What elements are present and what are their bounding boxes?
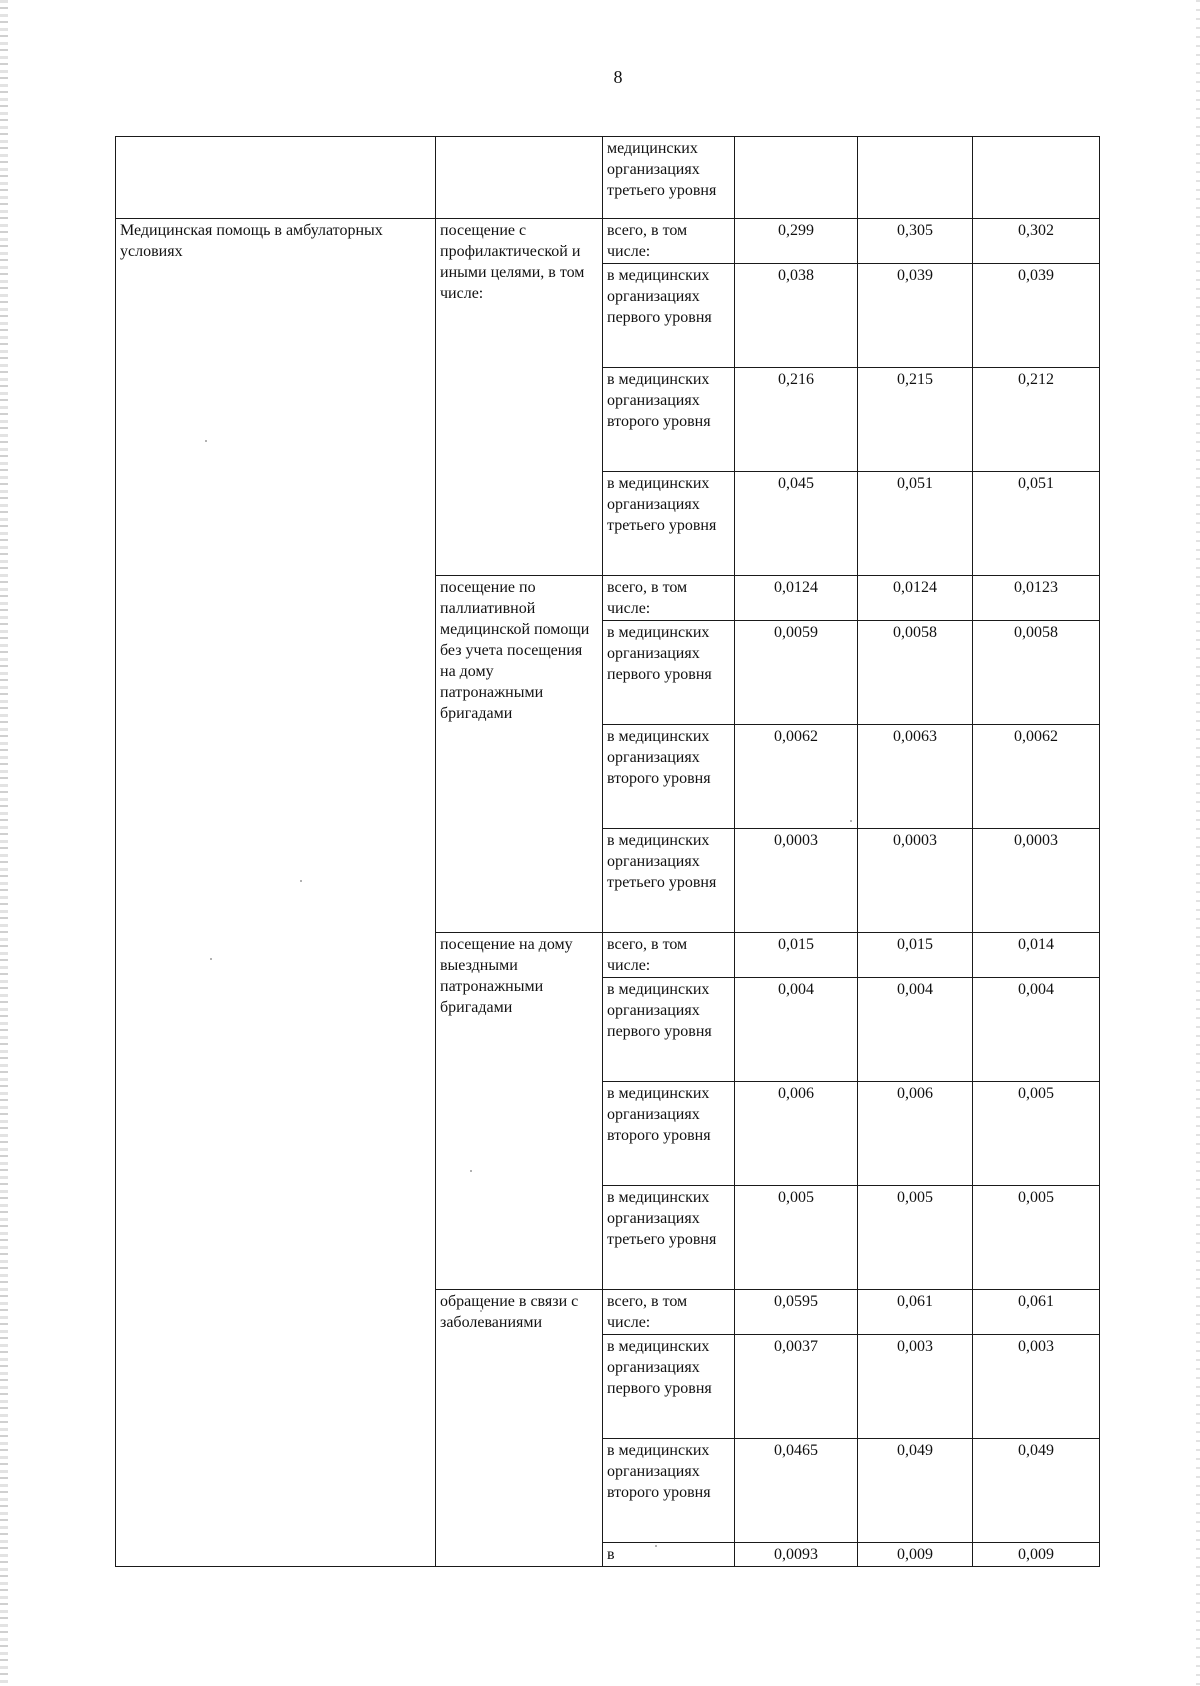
value-cell-year-1: 0,045: [735, 472, 858, 576]
level-cell: в медицинских организациях первого уровня: [603, 621, 735, 725]
level-cell: всего, в том числе:: [603, 219, 735, 264]
value-cell-year-3: 0,0058: [973, 621, 1100, 725]
value-cell-year-2: 0,0124: [858, 576, 973, 621]
value-cell-year-1: 0,299: [735, 219, 858, 264]
page-number: 8: [613, 67, 623, 87]
level-cell: в медицинских организациях второго уровня: [603, 725, 735, 829]
value-cell-year-2: 0,0058: [858, 621, 973, 725]
empty-cell: [116, 137, 436, 219]
scan-speckle: [205, 440, 207, 442]
empty-value-cell: [858, 137, 973, 219]
value-cell-year-2: 0,049: [858, 1439, 973, 1543]
value-cell-year-3: 0,009: [973, 1543, 1100, 1567]
value-cell-year-2: 0,051: [858, 472, 973, 576]
value-cell-year-1: 0,0124: [735, 576, 858, 621]
value-cell-year-1: 0,038: [735, 264, 858, 368]
value-cell-year-2: 0,0003: [858, 829, 973, 933]
value-cell-year-3: 0,051: [973, 472, 1100, 576]
value-cell-year-3: 0,005: [973, 1082, 1100, 1186]
level-cell: в медицинских организациях второго уровня: [603, 1439, 735, 1543]
value-cell-year-3: 0,212: [973, 368, 1100, 472]
level-cell: в медицинских организациях первого уровня: [603, 1335, 735, 1439]
category-cell: Медицинская помощь в амбулаторных условиях: [116, 219, 436, 1567]
level-cell: всего, в том числе:: [603, 933, 735, 978]
value-cell-year-3: 0,014: [973, 933, 1100, 978]
norms-table: [115, 136, 1100, 1567]
value-cell-year-1: 0,006: [735, 1082, 858, 1186]
value-cell-year-2: 0,015: [858, 933, 973, 978]
value-cell-year-2: 0,009: [858, 1543, 973, 1567]
value-cell-year-1: 0,0059: [735, 621, 858, 725]
value-cell-year-2: 0,003: [858, 1335, 973, 1439]
table-row-continuation: [116, 137, 1100, 219]
value-cell-year-2: 0,215: [858, 368, 973, 472]
level-cell: в: [603, 1543, 735, 1567]
level-cell: медицинских организациях третьего уровня: [603, 137, 735, 219]
value-cell-year-1: 0,005: [735, 1186, 858, 1290]
value-cell-year-1: 0,0003: [735, 829, 858, 933]
scan-speckle: [470, 1170, 472, 1172]
value-cell-year-3: 0,005: [973, 1186, 1100, 1290]
scan-edge-left: [0, 0, 8, 1686]
value-cell-year-1: 0,216: [735, 368, 858, 472]
value-cell-year-2: 0,006: [858, 1082, 973, 1186]
value-cell-year-2: 0,061: [858, 1290, 973, 1335]
value-cell-year-3: 0,0123: [973, 576, 1100, 621]
value-cell-year-3: 0,302: [973, 219, 1100, 264]
value-cell-year-3: 0,039: [973, 264, 1100, 368]
value-cell-year-2: 0,005: [858, 1186, 973, 1290]
empty-cell: [436, 137, 603, 219]
scan-speckle: [850, 820, 852, 822]
scan-speckle: [480, 1310, 482, 1312]
value-cell-year-2: 0,305: [858, 219, 973, 264]
visit-type-cell: посещение по паллиативной медицинской помощи без учета посещения на дому патронажными бригадами: [436, 576, 603, 933]
visit-type-cell: посещение на дому выездными патронажными бригадами: [436, 933, 603, 1290]
level-cell: в медицинских организациях третьего уровня: [603, 829, 735, 933]
value-cell-year-2: 0,039: [858, 264, 973, 368]
value-cell-year-1: 0,0465: [735, 1439, 858, 1543]
level-cell: в медицинских организациях третьего уровня: [603, 1186, 735, 1290]
table-body: [116, 137, 1100, 1567]
value-cell-year-1: 0,0595: [735, 1290, 858, 1335]
value-cell-year-2: 0,004: [858, 978, 973, 1082]
empty-value-cell: [735, 137, 858, 219]
table-row-total: [116, 219, 1100, 264]
level-cell: в медицинских организациях второго уровня: [603, 1082, 735, 1186]
value-cell-year-1: 0,004: [735, 978, 858, 1082]
visit-type-cell: обращение в связи с заболеваниями: [436, 1290, 603, 1567]
empty-value-cell: [973, 137, 1100, 219]
level-cell: в медицинских организациях первого уровня: [603, 978, 735, 1082]
value-cell-year-1: 0,0037: [735, 1335, 858, 1439]
level-cell: в медицинских организациях второго уровня: [603, 368, 735, 472]
value-cell-year-1: 0,015: [735, 933, 858, 978]
level-cell: в медицинских организациях третьего уровня: [603, 472, 735, 576]
value-cell-year-3: 0,061: [973, 1290, 1100, 1335]
value-cell-year-3: 0,004: [973, 978, 1100, 1082]
level-cell: в медицинских организациях первого уровня: [603, 264, 735, 368]
value-cell-year-3: 0,0062: [973, 725, 1100, 829]
level-cell: всего, в том числе:: [603, 1290, 735, 1335]
value-cell-year-1: 0,0062: [735, 725, 858, 829]
value-cell-year-3: 0,0003: [973, 829, 1100, 933]
value-cell-year-3: 0,049: [973, 1439, 1100, 1543]
value-cell-year-2: 0,0063: [858, 725, 973, 829]
level-cell: всего, в том числе:: [603, 576, 735, 621]
value-cell-year-1: 0,0093: [735, 1543, 858, 1567]
scan-speckle: [655, 1545, 657, 1547]
visit-type-cell: посещение с профилактической и иными целями, в том числе:: [436, 219, 603, 576]
value-cell-year-3: 0,003: [973, 1335, 1100, 1439]
scan-edge-right: [1196, 0, 1200, 1686]
scan-speckle: [210, 958, 212, 960]
scan-speckle: [300, 880, 302, 882]
